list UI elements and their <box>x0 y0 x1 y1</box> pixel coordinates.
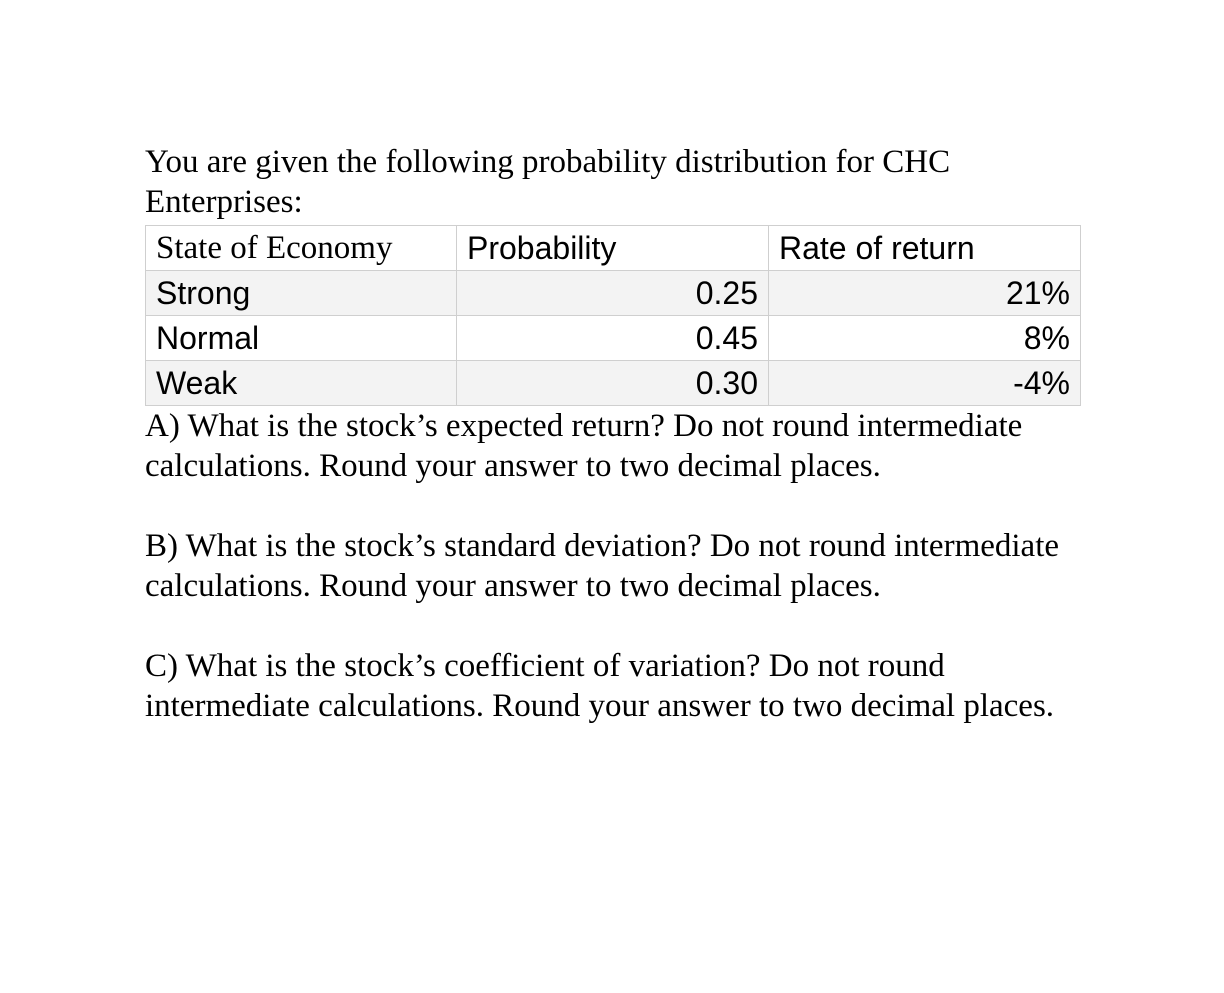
header-state: State of Economy <box>146 226 457 271</box>
table-header-row <box>146 226 1081 271</box>
question-a: A) What is the stock’s expected return? Do not round intermediate calculations. Round your answer to two decimal places. <box>145 408 1023 484</box>
rate-cell: 21% <box>769 271 1081 316</box>
question-c: C) What is the stock’s coefficient of variation? Do not round intermediate calculations. Round your answer to two decimal places. <box>145 648 1055 724</box>
probability-cell: 0.25 <box>457 271 769 316</box>
table-row <box>146 361 1081 406</box>
rate-cell: 8% <box>769 316 1081 361</box>
intro-text: You are given the following probability distribution for CHC Enterprises: <box>145 144 951 220</box>
table-row <box>146 316 1081 361</box>
state-cell: Weak <box>146 361 457 406</box>
header-rate: Rate of return <box>769 226 1081 271</box>
rate-cell: -4% <box>769 361 1081 406</box>
header-probability: Probability <box>457 226 769 271</box>
question-b: B) What is the stock’s standard deviation? Do not round intermediate calculations. Round your answer to two decimal places. <box>145 528 1060 604</box>
state-cell: Normal <box>146 316 457 361</box>
probability-distribution-table <box>145 225 1081 406</box>
probability-cell: 0.45 <box>457 316 769 361</box>
document <box>145 142 1085 726</box>
table-row <box>146 271 1081 316</box>
probability-cell: 0.30 <box>457 361 769 406</box>
state-cell: Strong <box>146 271 457 316</box>
